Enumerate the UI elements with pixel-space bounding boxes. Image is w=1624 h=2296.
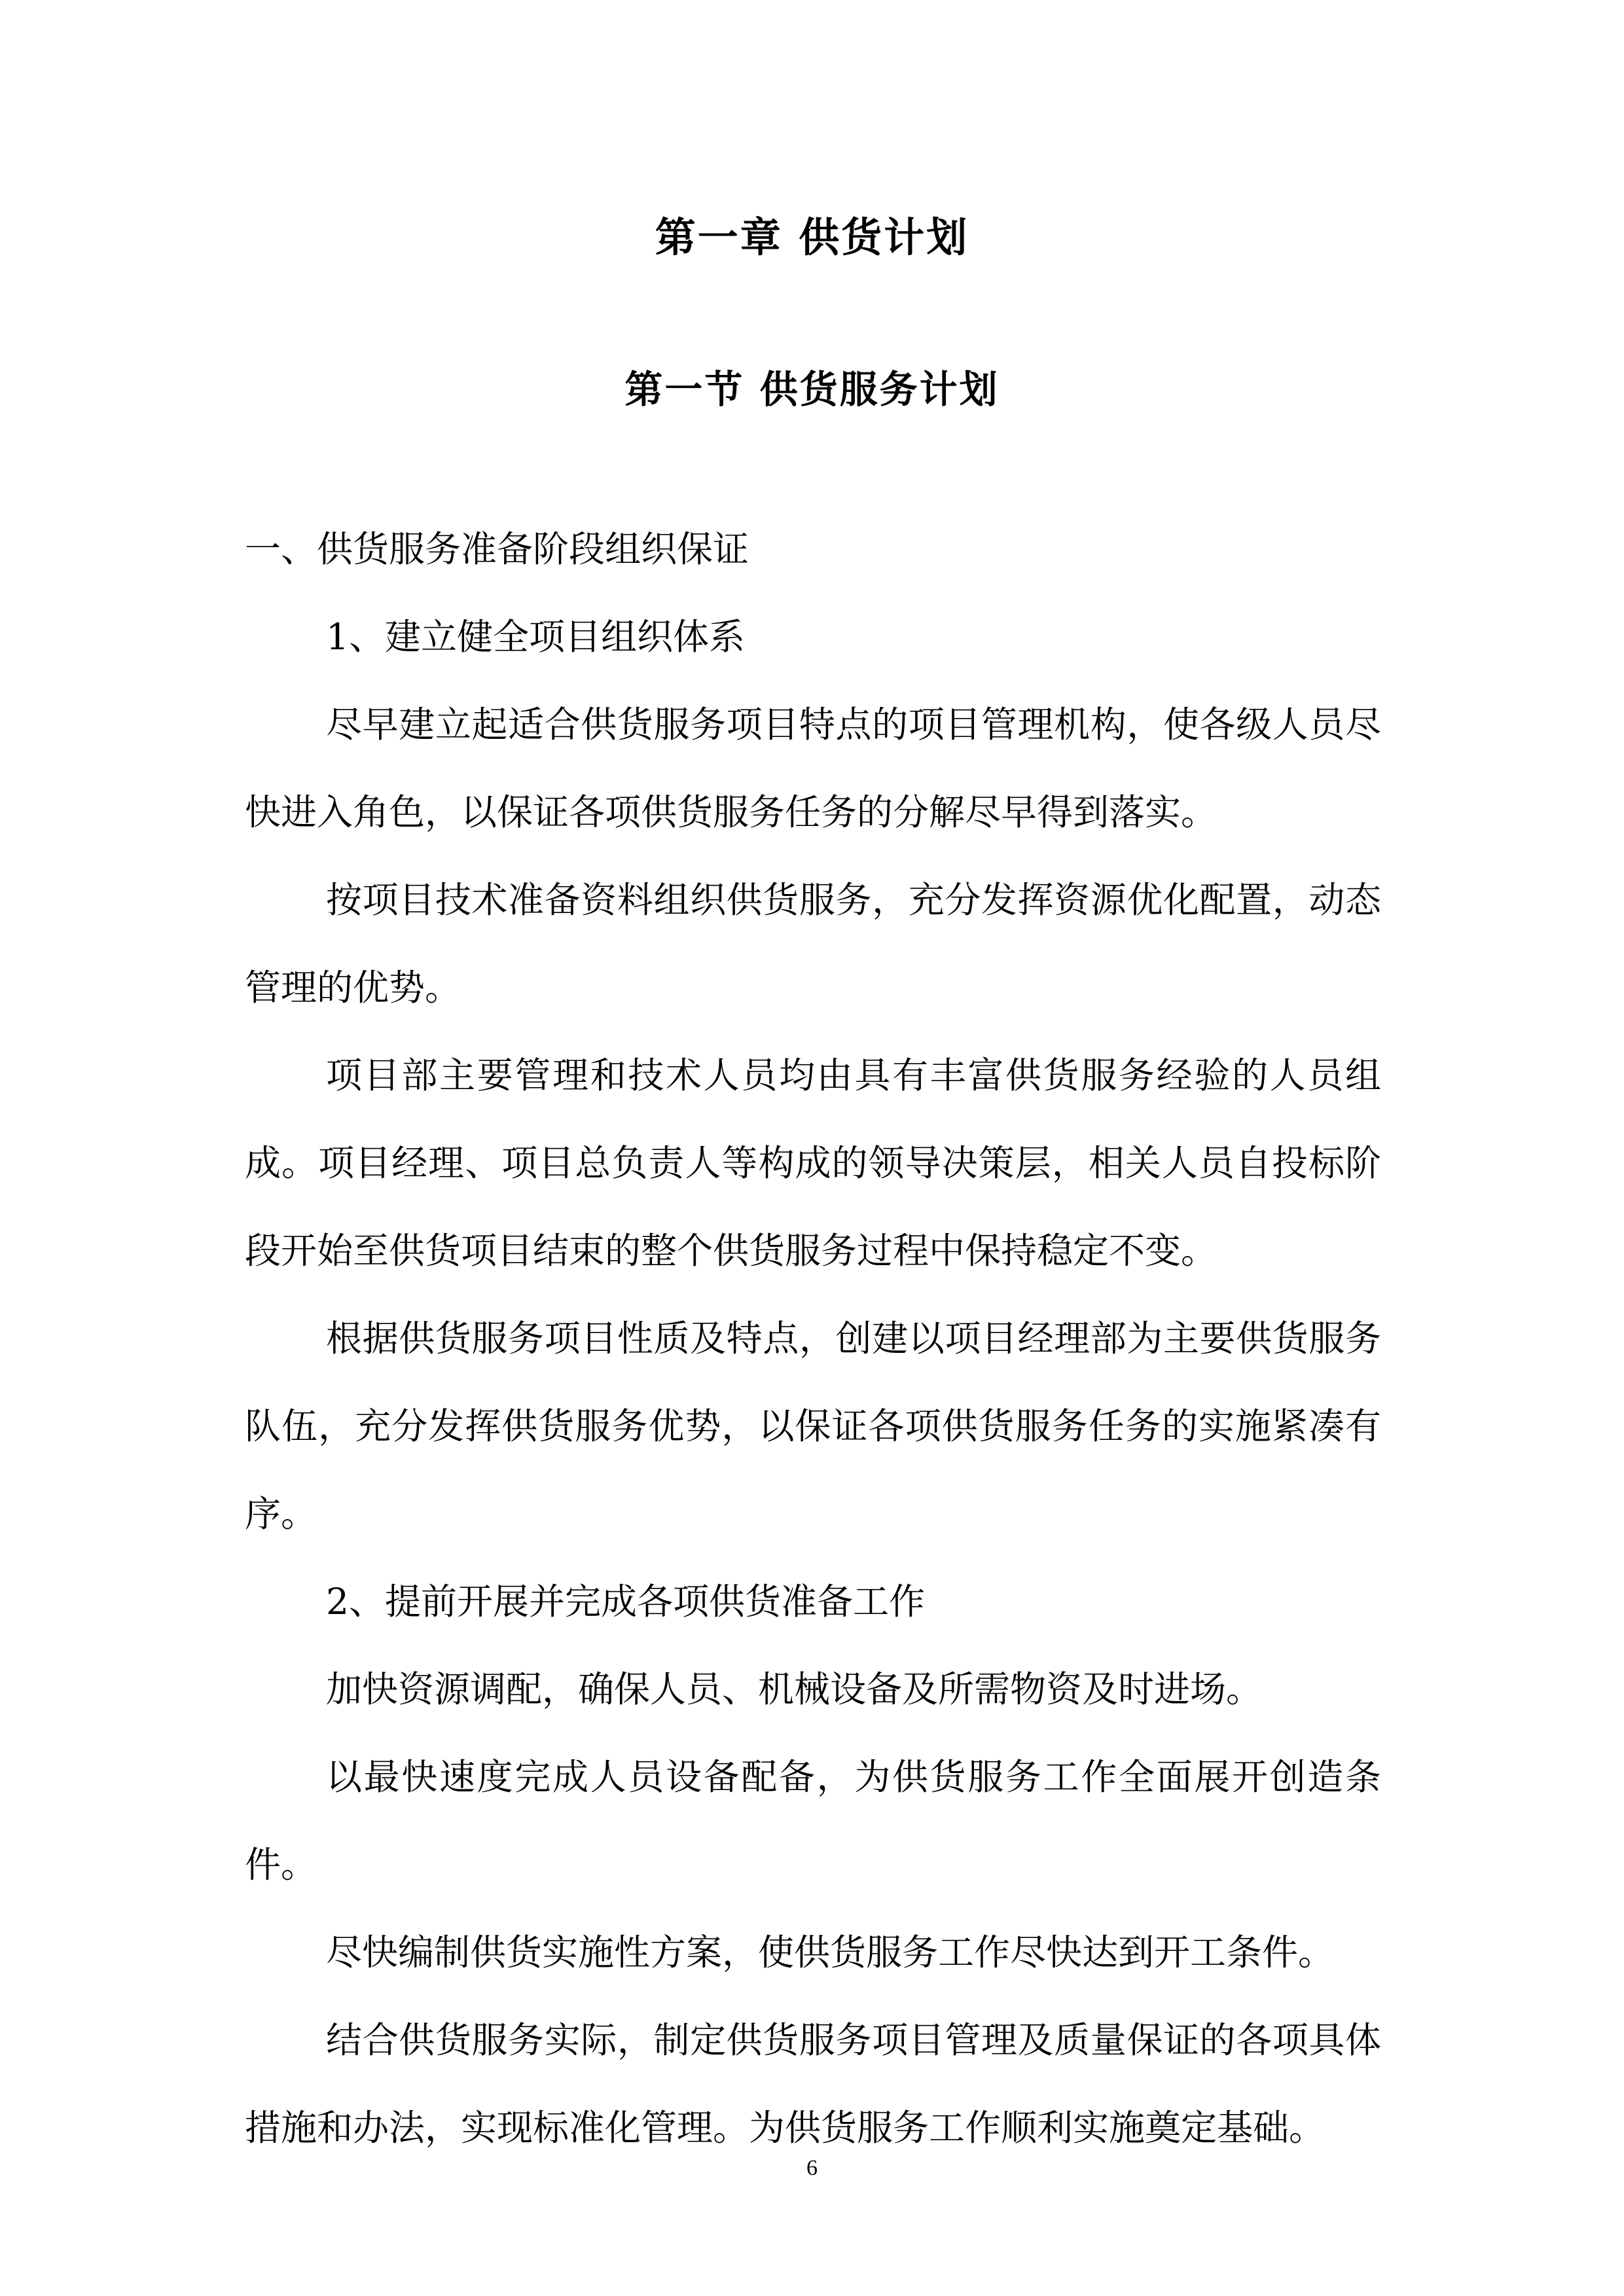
paragraph: 尽快编制供货实施性方案，使供货服务工作尽快达到开工条件。 xyxy=(326,1931,1335,1973)
paragraph: 加快资源调配，确保人员、机械设备及所需物资及时进场。 xyxy=(326,1668,1263,1710)
paragraph: 根据供货服务项目性质及特点，创建以项目经理部为主要供货服务队伍，充分发挥供货服务优势，以保证各项供货服务任务的实施紧凑有序。 xyxy=(245,1318,1381,1535)
body-text xyxy=(245,505,1381,2172)
page-number: 6 xyxy=(806,2156,818,2180)
paragraph: 结合供货服务实际，制定供货服务项目管理及质量保证的各项具体措施和办法，实现标准化管理。为供货服务工作顺利实施奠定基础。 xyxy=(245,2019,1381,2149)
paragraph: 按项目技术准备资料组织供货服务，充分发挥资源优化配置，动态管理的优势。 xyxy=(245,879,1381,1009)
chapter-title: 第一章 供货计划 xyxy=(655,213,969,261)
item-heading: 2、提前开展并完成各项供货准备工作 xyxy=(326,1581,925,1623)
item-heading: 1、建立健全项目组织体系 xyxy=(326,616,745,658)
paragraph: 以最快速度完成人员设备配备，为供货服务工作全面展开创造条件。 xyxy=(245,1756,1381,1886)
paragraph: 尽早建立起适合供货服务项目特点的项目管理机构，使各级人员尽快进入角色，以保证各项供货服务任务的分解尽早得到落实。 xyxy=(245,704,1381,833)
subsection-heading: 一、供货服务准备阶段组织保证 xyxy=(245,528,749,570)
section-title: 第一节 供货服务计划 xyxy=(624,367,1000,412)
paragraph: 项目部主要管理和技术人员均由具有丰富供货服务经验的人员组成。项目经理、项目总负责人等构成的领导决策层，相关人员自投标阶段开始至供货项目结束的整个供货服务过程中保持稳定不变。 xyxy=(245,1054,1381,1272)
